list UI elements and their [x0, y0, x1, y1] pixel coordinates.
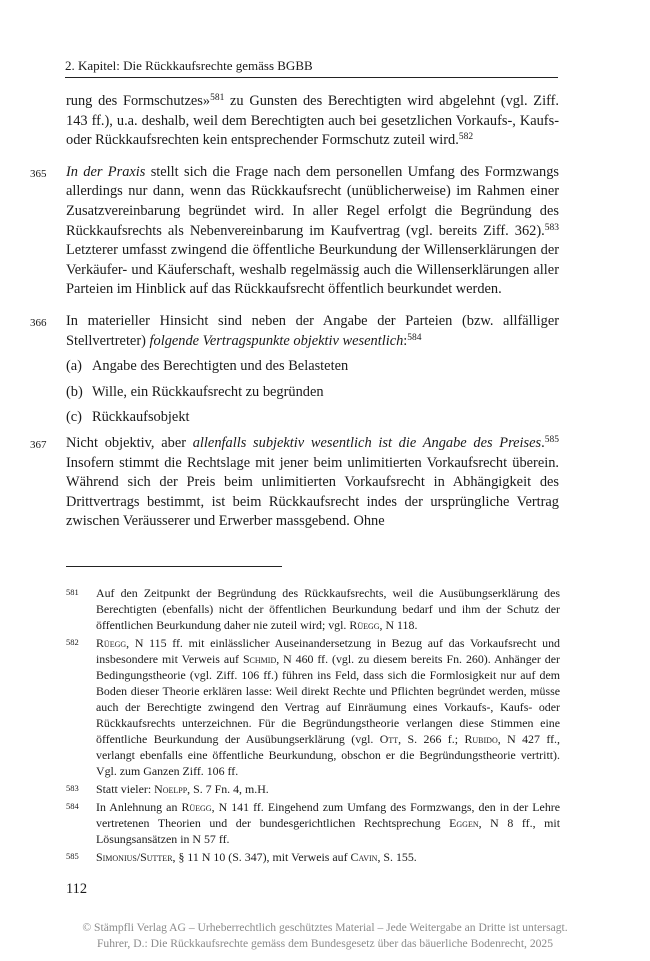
- paragraph-continuation: [66, 92, 559, 151]
- footnote-number: 583: [66, 783, 79, 793]
- emphasis: allenfalls subjektiv wesentlich ist die Angabe des Preises: [192, 434, 542, 451]
- list-label: (b): [66, 383, 83, 400]
- list: [66, 357, 559, 428]
- text: , N 141 ff. Eingehend zum Umfang des Formzwangs, den in der Lehre vertretenen Theorien und der bundesgerichtlichen Rechtsprechung: [96, 800, 560, 830]
- author-name: Ott: [379, 732, 399, 746]
- list-text: Wille, ein Rückkaufsrecht zu begründen: [92, 383, 324, 400]
- text: , N 8 ff., mit Lösungsansätzen in N 57 ff.: [96, 816, 560, 846]
- author-name: Schmid: [242, 652, 277, 666]
- footnotes: [66, 585, 560, 867]
- text: Auf den Zeitpunkt der Begründung des Rückkaufsrechts, weil die Ausübungserklärung des Berechtigten (ebenfalls) nicht der öffentlichen Beurkundung bedarf und ihm der Schutz der öffentlichen Beurkundung daher nie zuteil wird; vgl.: [96, 586, 560, 632]
- text: Insofern stimmt die Rechtslage mit jener beim unlimitierten Vorkaufsrecht überein. Während sich der Preis beim unlimitierten Vorkaufsrecht in Abhängigkeit des Drittvertrags bestimmt, ist beim Rückkaufsrecht indes der ursprüngliche Vertrag zwischen Veräusserer und Erwerber massgebend. Ohne: [66, 454, 559, 530]
- text: , § 11 N 10 (S. 347), mit Verweis auf: [172, 850, 351, 864]
- text: , N 427 ff., verlangt ebenfalls eine öffentliche Beurkundung, obschon er die Begründungstheorie vertritt). Vgl. zum Ganzen Ziff. 106 ff.: [96, 732, 560, 778]
- footnote-number: 582: [66, 637, 79, 647]
- list-text: Rückkaufsobjekt: [92, 409, 190, 426]
- footnote-text: [96, 799, 560, 847]
- footnote-text: [96, 635, 560, 779]
- text: stellt sich die Frage nach dem personellen Umfang des Formzwangs allerdings nur dann, wenn das Rückkaufsrecht (unüblicherweise) im Rahmen einer Zusatzvereinbarung begründet wird. In aller Regel erfolgt die Begründung des Rückkaufsrechts als Nebenvereinbarung im Kaufvertrag (vgl. bereits Ziff. 362).: [66, 163, 559, 239]
- margin-number: 366: [30, 316, 47, 329]
- author-name: Rüegg: [349, 618, 380, 632]
- margin-number: 365: [30, 167, 47, 180]
- author-name: Cavin: [350, 850, 378, 864]
- page-number: 112: [66, 881, 88, 897]
- footnote-number: 581: [66, 587, 79, 597]
- emphasis: folgende Vertragspunkte objektiv wesentlich: [149, 332, 404, 349]
- author-name: Rüegg: [181, 800, 212, 814]
- footnote-text: [96, 781, 560, 797]
- footnote-ref-583[interactable]: 583: [544, 222, 559, 233]
- footnote-582: [66, 635, 560, 779]
- author-name: Rubido: [464, 732, 498, 746]
- text: , N 115 ff. mit einlässlicher Auseinandersetzung in Bezug auf das Vorkaufsrecht und insbesondere mit Verweis auf: [96, 636, 560, 666]
- footnote-585: [66, 849, 560, 865]
- footnote-584: [66, 799, 560, 847]
- main-text: [30, 92, 559, 544]
- text: In materieller Hinsicht sind neben der Angabe der Parteien (bzw. allfälliger Stellvertreter): [66, 312, 559, 349]
- author-name: Noelpp: [154, 782, 188, 796]
- footnote-number: 585: [66, 851, 79, 861]
- footnote-divider: [66, 566, 282, 567]
- list-item: [66, 408, 559, 428]
- author-name: Simonius/Sutter: [96, 850, 173, 864]
- footnote-number: 584: [66, 801, 79, 811]
- citation-notice: Fuhrer, D.: Die Rückkaufsrechte gemäss dem Bundesgesetz über das bäuerliche Bodenrecht, 2025: [96, 937, 554, 950]
- list-item: [66, 383, 559, 403]
- running-header: 2. Kapitel: Die Rückkaufsrechte gemäss BGBB: [65, 58, 558, 78]
- text: , S. 155.: [377, 850, 417, 864]
- author-name: Eggen: [449, 816, 479, 830]
- footnote-text: [96, 585, 560, 633]
- list-text: Angabe des Berechtigten und des Belasteten: [92, 358, 349, 375]
- list-label: (a): [66, 358, 82, 375]
- paragraph-366: [30, 312, 559, 351]
- text: rung des Formschutzes»: [66, 93, 211, 109]
- footnote-ref-582[interactable]: 582: [458, 132, 474, 143]
- text: , N 460 ff. (vgl. zu diesem bereits Fn. 260). Anhänger der Bedingungstheorie (vgl. Ziff. 106 ff.) führen ins Feld, dass sich die Formlosigkeit nur auf dem Boden dieser Theorie erklären lasse: Weil direkt Rechte und Pflichten begründet werden, müsse auch der Berechtigte zwingend den Vertrag auf Einräumung eines Vorkaufs-, Kaufs- oder Rückkaufsrechts unterzeichnen. Für die Begründungstheorie verlangen diese Stimmen eine öffentliche Beurkundung der Ausübungserklärung (vgl.: [96, 652, 560, 746]
- text: , N 118.: [379, 618, 418, 632]
- footnote-ref-585[interactable]: 585: [544, 434, 559, 445]
- emphasis: In der Praxis: [66, 163, 146, 180]
- text: Nicht objektiv, aber: [66, 434, 193, 451]
- footnote-581: [66, 585, 560, 633]
- footnote-ref-584[interactable]: 584: [407, 332, 422, 343]
- text: In Anlehnung an: [96, 800, 182, 814]
- author-name: Rüegg: [96, 636, 127, 650]
- copyright-notice: © Stämpfli Verlag AG – Urheberrechtlich geschütztes Material – Jede Weitergabe an Dritte ist untersagt.: [82, 921, 568, 934]
- paragraph-365: [30, 163, 559, 300]
- text: , S. 266 f.;: [398, 732, 465, 746]
- margin-number: 367: [30, 438, 47, 451]
- footnote-583: [66, 781, 560, 797]
- paragraph-367: [30, 434, 559, 532]
- text: .: [541, 434, 545, 451]
- text: :: [403, 332, 408, 349]
- text: Letzterer umfasst zwingend die öffentliche Beurkundung der Willenserklärungen der Verkäufer- und Käuferschaft, weshalb regelmässig auch die Willenserklärungen aller Parteien im Hinblick auf das Rückkaufsrecht öffentlich beurkundet werden.: [66, 242, 559, 298]
- footnote-text: [96, 849, 560, 865]
- text: zu Gunsten des Berechtigten wird abgelehnt (vgl. Ziff. 143 ff.), u.a. deshalb, weil dem Berechtigten auch bei gesetzlichen Vorkaufs-, Kaufs- oder Rückkaufsrechten kein entsprechender Formschutz zuteil wird.: [66, 93, 559, 149]
- text: Statt vieler:: [96, 782, 155, 796]
- text: , S. 7 Fn. 4, m.H.: [187, 782, 269, 796]
- footnote-ref-581[interactable]: 581: [210, 93, 225, 103]
- list-item: [66, 357, 559, 377]
- list-label: (c): [66, 409, 82, 426]
